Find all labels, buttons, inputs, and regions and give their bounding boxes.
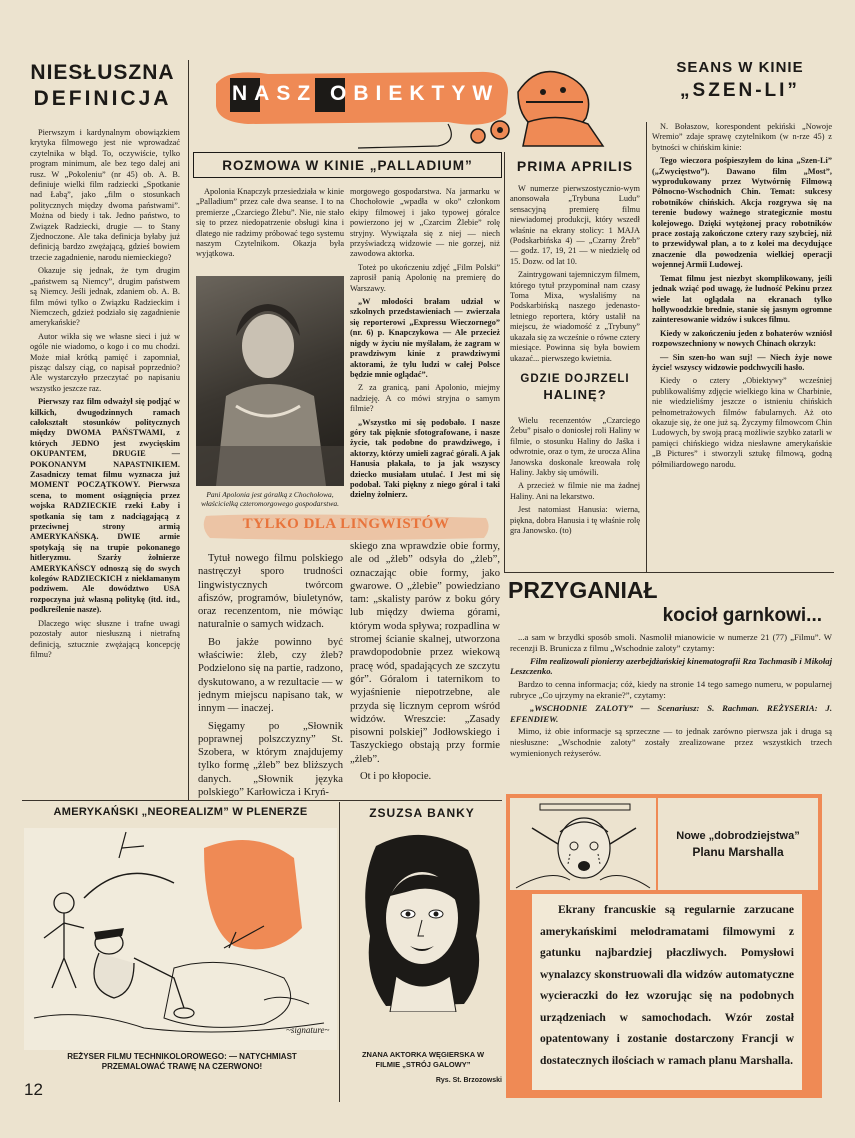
- lingwisci-para: skiego zna wprawdzie obie formy, ale od „żleb” odsyła do „żleb”, oznaczając obie formy, jako gwarowe. O „żlebie” powiedziano tam: „skalisty parów z boku góry lub między dwiema górami, którym woda spływa; rozpadlina w stromej ścianie skalnej, utworzona prawdopodobnie przez wiekową pracę wód, spadających ze szczytu gór”. Góralom i taternikom to wyjaśnienie niepotrzebne, ale przyda się licznym ceprom wśród widzów. Wreszcie: „Zasady pisowni polskiej” Jodłowskiego i Taszyckiego obstają przy formie „żleb”.: [350, 541, 500, 765]
- szen-li-para: — Sin szen-ho wan suj! — Niech żyje nowe życie! wszyscy widzowie podchwycili hasło.: [652, 352, 832, 372]
- halina-title: [510, 372, 640, 403]
- marshall-title-line2: Planu Marshalla: [692, 844, 784, 859]
- halina-body: [510, 416, 640, 566]
- palladium-col1: [196, 187, 344, 273]
- przyganial-para: Film realizowali pionierzy azerbejdżańskiej kinematografii Rza Tachmasib i Mikołaj Leszczenko.: [510, 655, 832, 677]
- lingwisci-para: Bo jakże powinno być właściwie: żleb, czy żleb? Podzielono się na partie, radzono, dyskutowano, a w rezultacie — w jednym miejscu napisano tak, w innym — inaczej.: [198, 636, 343, 715]
- divider: [504, 572, 834, 573]
- palladium-para: „Wszystko mi się podobało. I nasze góry tak pięknie sfotografowane, i nasze życie, tak podobne do prawdziwego, i aktorzy, którzy umieli zagrać górali. A jak Hanusia płakała, to ja jak wszyscy dziecko musiałam utulać. I Jest mi się podobał. Taki piękny z niego góral i taki dzielny żołnierz.: [350, 417, 500, 500]
- weeping-man-cartoon: [510, 798, 656, 890]
- svg-text:~signature~: ~signature~: [286, 1025, 330, 1035]
- szen-li-title-line2: „SZEN-LI”: [680, 80, 800, 101]
- divider: [22, 800, 502, 801]
- halina-title-line2: HALINĘ?: [543, 387, 607, 402]
- left-title-line2: DEFINICJA: [33, 87, 172, 110]
- halina-title-line1: GDZIE DOJRZELI: [520, 373, 630, 385]
- palladium-col2: [350, 187, 500, 507]
- przyganial-para: ...a sam w brzydki sposób smoli. Nasmolił mianowicie w numerze 21 (77) „Filmu”. W recenzji B. Brunicza z filmu „Wschodnie zaloty” czytamy:: [510, 632, 832, 653]
- lingwisci-col2: [350, 540, 500, 804]
- masthead-logo-text: NASZ OBIEKTYW: [232, 82, 500, 105]
- marshall-body: [532, 894, 802, 1090]
- zsuzsa-illustration: [346, 826, 498, 1012]
- prima-para: W numerze pierwszostycznio-wym anonsowała „Trybuna Ludu” sensacyjną premierę filmu niewiadomej produkcji, który wszedł właśnie na ekrany stolicy: 1 MAJA (Podskarbińska 4) — „Czarny Żreb” — godz. 17, 19, 21 — w niedzielę od 15. Dozw. od lat 10.: [510, 184, 640, 266]
- lingwisci-title: TYLKO DLA LINGWISTÓW: [242, 516, 450, 532]
- zsuzsa-title: ZSUZSA BANKY: [369, 806, 475, 820]
- apolonia-photo: [196, 276, 344, 486]
- left-para: Autor wikła się we własne sieci i już w ogóle nie wiadomo, o kogo i co mu chodzi. Może miał krótką pamięć i zapomniał, pisząc dalszy ciąg, co napisał poprzednio? Ale wystarczyło przeczytać po napisaniu wszystko jeszcze raz.: [30, 331, 180, 393]
- neorealizm-title: AMERYKAŃSKI „NEOREALIZM” W PLENERZE: [53, 806, 308, 818]
- marshall-para: Ekrany francuskie są regularnie zarzucane amerykańskimi melodramatami filmowymi z gatunku najbardziej płaczliwych. Pomysłowi wynalazcy skonstruowali dla widzów automatyczne wycieraczki do łez wzorując się na podobnych urządzeniach w samochodach. Wzór został opatentowany i zostanie dostarczony Francji w dostatecznych ilościach w ramach planu Marshalla.: [540, 904, 794, 1067]
- halina-para: Wielu recenzentów „Czarciego Żebu” pisało o doniosłej roli Haliny w filmie, o stosunku Haliny do Jaśka i odwrotnie, oraz o tym, że urocza Alina Janowska doskonale kreowała rolę Haliny. Jakby się umówili.: [510, 416, 640, 478]
- actress-portrait: [346, 826, 498, 1012]
- lingwisci-col1: [198, 552, 343, 802]
- palladium-para: Apolonia Knapczyk przesiedziała w kinie „Palladium” przez całe dwa seanse. I to na premierze „Czarciego Żlebu”. Nie, nie stało się to przez niedopatrzenie obsługi kina i dlatego nie radzimy próbować tego systemu naszym Czytelnikom. Okazja była wyjątkowa.: [196, 187, 344, 259]
- left-para: Pierwszy raz film odważył się podjąć w kilkich, dwugodzinnych ramach całokształt stosunków politycznych między DWOMA PAŃSTWAMI, z których JEDNO jest zwycięskim OKUPANTEM, DRUGIE — POKONANYM NAPASTNIKIEM. Zasadniczy temat filmu wyznacza już MOMENT POCZĄTKOWY. Pierwsza scena, to moment osiągnięcia przez wojska RADZIECKIE rzeki Łaby i spotkania się tam z nadciągającą z przeciwnej strony armią AMERYKAŃSKĄ. DWIE armie spotykają się na trupie pokonanego hitleryzmu. Szarży żołnierze AMERYKAŃSCY odnoszą się do swych kolegów RADZIECKICH z niekłamanym podziwem. Ale dowództwo USA rozpoczyna już własną politykę (itd. itd., podkreślenie nasze).: [30, 397, 180, 615]
- left-article-title: [25, 60, 180, 112]
- przyganial-title-line2: kocioł garnkowi...: [662, 605, 822, 626]
- neorealizm-panel: [22, 802, 340, 1102]
- divider: [646, 122, 647, 572]
- divider: [188, 60, 189, 800]
- szen-li-title: [640, 58, 840, 104]
- marshall-title-line1: Nowe „dobrodziejstwa”: [676, 829, 800, 842]
- szen-li-para: Kiedy w zakończeniu jeden z bohaterów wzniósł rozpowszechniony w nowych Chinach okrzyk:: [652, 328, 832, 349]
- prima-aprilis-body: [510, 184, 640, 364]
- palladium-para: morgowego gospodarstwa. Na jarmarku w Chochołowie „wpadła w oko” członkom ekipy filmowej i jako typowej góralce powierzono jej w „Czarcim Żlebie” rolę stryjny. Wywiązała się z niej — niech przyświadczą widzowie — nie gorzej, niż zawodowa aktorka.: [350, 187, 500, 259]
- szen-li-title-line1: SEANS W KINIE: [676, 59, 804, 76]
- szen-li-para: Tego wieczora pośpieszyłem do kina „Szen-Li” („Zwycięstwo”). Dawano film „Most”, wyprodukowany przez Wytwórnię Filmową Północno-Wschodnich Chin. Temat: sukcesy robotników chińskich. Akcja rozgrywa się na terenie budowy ważnego strategicznie mostu kolejowego. Dzięki wytężonej pracy robotników prace zostają zakończone cztery razy szybciej, niż to przewidywał plan, a to z kolei ma decydujące znaczenie dla powodzenia wielkiej operacji wojennej Armii Ludowej.: [652, 156, 832, 270]
- przyganial-para: „WSCHODNIE ZALOTY” — Scenariusz: S. Rachman. REŻYSERIA: J. EFENDIEW.: [510, 702, 832, 724]
- prima-aprilis-title: PRIMA APRILIS: [516, 158, 634, 174]
- marshall-title-box: [658, 798, 818, 890]
- marshall-panel: [506, 794, 822, 1098]
- masthead-logo: [208, 62, 618, 152]
- przyganial-para: Bardzo to cenna informacja; cóż, kiedy na stronie 14 tego samego numeru, w popularnej rubryce „Co ujrzymy na ekranie?”, czytamy:: [510, 679, 832, 700]
- zsuzsa-caption: ZNANA AKTORKA WĘGIERSKA W FILMIE „STRÓJ GALOWY”: [361, 1050, 485, 1069]
- palladium-para: Z za granicą, pani Apolonio, miejmy nadzieję. A co mówi stryjna o samym filmie?: [350, 383, 500, 414]
- szen-li-body: [652, 122, 832, 572]
- director-cartoon: [24, 828, 337, 1050]
- lingwisci-title-band: [196, 510, 496, 544]
- neorealizm-caption: REŻYSER FILMU TECHNIKOLOROWEGO: — NATYCHMIAST PRZEMALOWAĆ TRAWĘ NA CZERWONO!: [67, 1052, 297, 1071]
- szen-li-para: Kiedy o cztery „Obiektywy” wcześniej publikowaliśmy zdjęcie wielkiego kina w Charbinie, nie wiedzieliśmy jeszcze o istnieniu chińskich pełnometrażowych filmów fabularnych. Aż oto okazuje się, że one już są. Życzymy filmowcom Chin Ludowych, by swoją pracą możliwie szybko zatarli w pamięci chińskiego widza niesławne amerykańskie „B Pictures” i stworzyli sztukę filmową, godną półmiliardowego narodu.: [652, 376, 832, 469]
- divider: [504, 152, 505, 572]
- halina-para: Jest natomiast Hanusia: wierna, piękna, dobra Hanusia i tę właśnie rolę gra Janowsko. (to): [510, 505, 640, 536]
- lingwisci-para: Sięgamy po „Słownik poprawnej polszczyzny” St. Szobera, w którym znajdujemy tylko formę „żleb” bez bliższych danych. „Słownik języka polskiego” Karłowicza i Kryń-: [198, 720, 343, 799]
- left-para: Okazuje się jednak, że tym drugim „państwem są Niemcy”, drugim państwem są Niemcy. Jeśli jednak, zdaniem ob. A. B. film mówi tylko o Związku Radzieckim i Niemczech, gdzież podziało się zagadnienie amerykańskie?: [30, 266, 180, 328]
- page-number: 12: [24, 1080, 43, 1099]
- lingwisci-para: Ot i po kłopocie.: [360, 771, 432, 783]
- palladium-title-box: [193, 152, 502, 178]
- palladium-para: „W młodości brałam udział w szkolnych przedstawieniach — zwierzała się reporterowi „Expressu Wieczornego” (nr. 6) p. Knapczykowa — Ale przecież nigdy w życiu nie myślałam, że zagram w prawdziwym kinie z prawdziwymi aktorami, że tylu ludzi w całej Polsce będzie mnie oglądać”.: [350, 297, 500, 379]
- szen-li-para: N. Bołaszow, korespondent pekiński „Nowoje Wremio” zdaje sprawę czytelnikom (w n-rze 45) z bytności w chińskim kinie:: [652, 122, 832, 152]
- zsuzsa-credit: Rys. St. Brzozowski: [435, 1077, 502, 1084]
- palladium-para: Toteż po ukończeniu zdjęć „Film Polski” zaprosił panią Apolonię na premierę do Warszawy.: [350, 262, 500, 293]
- photo-caption: Pani Apolonia jest góralką z Chochołowa, właścicielką czteromorgowego gospodarstwa.: [201, 490, 339, 508]
- halina-para: A przecież w filmie nie ma żadnej Haliny. Ani na lekarstwo.: [510, 481, 640, 501]
- marshall-cartoon-frame: [510, 798, 656, 890]
- szen-li-para: Temat filmu jest niezbyt skomplikowany, jeśli jednak wziąć pod uwagę, że ludność Pekinu przez wiele lat oglądała na ekranach tylko hollywoodzkie brednie, stanie się jasnym ogromne zainteresowanie widzów i sukces filmu.: [652, 273, 832, 325]
- zsuzsa-panel: [342, 802, 502, 1102]
- apolonia-portrait: [196, 276, 344, 486]
- left-article-body: [30, 128, 180, 804]
- lingwisci-para: Tytuł nowego filmu polskiego nastręczył sporo trudności lingwistycznych twórcom afiszów, programów, biuletynów, oraz recenzentom, nie mówiąc naturalnie o samych widzach.: [198, 553, 343, 631]
- left-title-line1: NIESŁUSZNA: [30, 61, 175, 84]
- palladium-title: ROZMOWA W KINIE „PALLADIUM”: [222, 157, 473, 173]
- przyganial-title-line1: PRZYGANIAŁ: [508, 577, 658, 603]
- przyganial-body: [510, 632, 832, 792]
- przyganial-title: [508, 576, 834, 628]
- prima-para: Zaintrygowani tajemniczym filmem, którego tytuł przypominał nam czasy Toma Mixa, wysłaliśmy na Podskarbińską naszego jedenasto-letniego reportera, który ustalił na miejscu, że wiadomość z „Trybuny” ukazała się za wcześnie o równe cztery miesiące. Powinna się była bowiem ukazać... pierwszego kwietnia.: [510, 270, 640, 363]
- neorealizm-illustration: [24, 828, 337, 1050]
- left-para: Pierwszym i kardynalnym obowiązkiem krytyka filmowego jest nie wprowadzać czytelnika w błąd. To, oczywiście, tylko program minimum, ale bez tego dalej ani rusz. W „Pokoleniu” (nr 45) ob. A. B. definiuje wielki film radziecki „Spotkanie nad Łabą”, jako „film o stosunkach politycznych między dwoma państwami”. Można od biedy i tak. Jedno państwo, to Związek Radziecki, drugie — to Stany Zjednoczone. Ale taka definicja byłaby już definicją bardzo zwężającą, gdzieś bowiem trzecie zagadnienie, narodu niemieckiego?: [30, 128, 180, 262]
- left-para: Dlaczego więc słuszne i trafne uwagi pozostały autor niesłuszną i nietrafną definicją, sztucznie zwężającą koncepcję filmu?: [30, 618, 180, 659]
- przyganial-para: Mimo, iż obie informacje są sprzeczne — to jednak zarówno pierwsza jak i druga są niesłuszne: „Wschodnie zaloty” zostały zrealizowane przez wszystkich trzech wymienionych reżyserów.: [510, 726, 832, 758]
